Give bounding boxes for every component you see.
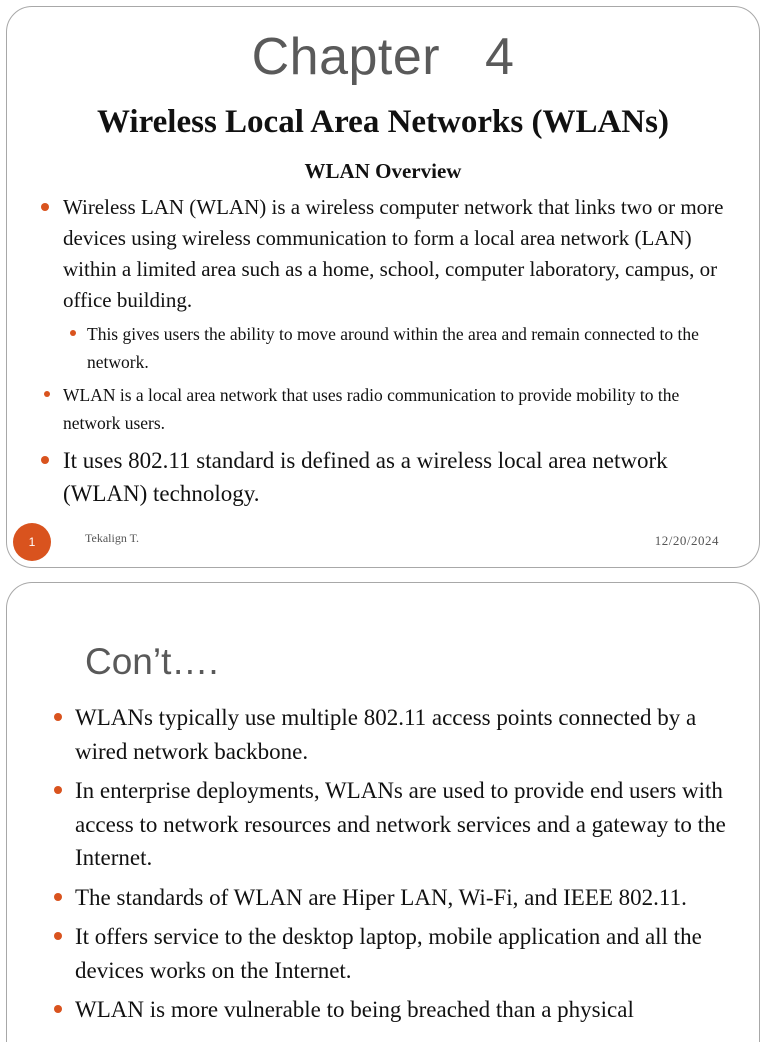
chapter-heading: Chapter 4 — [251, 28, 515, 86]
list-item — [7, 920, 761, 987]
slide-title: Con’t…. — [85, 641, 219, 682]
bullet-icon — [44, 391, 50, 397]
bullet-icon — [54, 786, 62, 794]
bullet-icon — [54, 713, 62, 721]
list-item — [7, 701, 761, 768]
page-number-badge: 1 — [13, 523, 51, 561]
list-item — [7, 774, 761, 875]
bullet-text: Wireless LAN (WLAN) is a wireless computer network that links two or more devices using wireless communication to form a local area network (LAN) within a limited area such as a home, school, computer laboratory, campus, or office building. — [63, 195, 724, 312]
bullet-text: This gives users the ability to move around within the area and remain connected to the network. — [87, 324, 699, 372]
date-footer: 12/20/2024 — [654, 533, 719, 548]
bullet-icon — [41, 203, 49, 211]
bullet-list — [7, 701, 761, 1033]
slide-2 — [6, 582, 760, 1042]
bullet-icon — [70, 330, 76, 336]
bullet-icon — [54, 1005, 62, 1013]
author-footer: Tekalign T. — [85, 531, 140, 545]
bullet-icon — [41, 456, 49, 464]
slide-title: Wireless Local Area Networks (WLANs) — [97, 104, 669, 140]
list-item — [7, 320, 761, 376]
list-item — [7, 444, 761, 510]
slide-1 — [6, 6, 760, 568]
bullet-list — [7, 192, 761, 510]
list-item — [7, 993, 761, 1027]
bullet-text: WLAN is a local area network that uses radio communication to provide mobility to the network users. — [63, 385, 680, 433]
bullet-icon — [54, 932, 62, 940]
bullet-text: It offers service to the desktop laptop, mobile application and all the devices works on the Internet. — [75, 924, 702, 983]
bullet-text: It uses 802.11 standard is defined as a wireless local area network (WLAN) technology. — [63, 448, 668, 506]
bullet-text: The standards of WLAN are Hiper LAN, Wi-Fi, and IEEE 802.11. — [75, 884, 687, 910]
bullet-text: WLANs typically use multiple 802.11 access points connected by a wired network backbone. — [75, 705, 697, 764]
list-item — [7, 192, 761, 316]
list-item — [7, 881, 761, 915]
bullet-icon — [54, 893, 62, 901]
bullet-text: WLAN is more vulnerable to being breached than a physical — [75, 997, 634, 1022]
slide-subtitle: WLAN Overview — [304, 159, 462, 183]
list-item — [7, 381, 761, 437]
bullet-text: In enterprise deployments, WLANs are used to provide end users with access to network resources and network services and a gateway to the Internet. — [75, 778, 726, 870]
